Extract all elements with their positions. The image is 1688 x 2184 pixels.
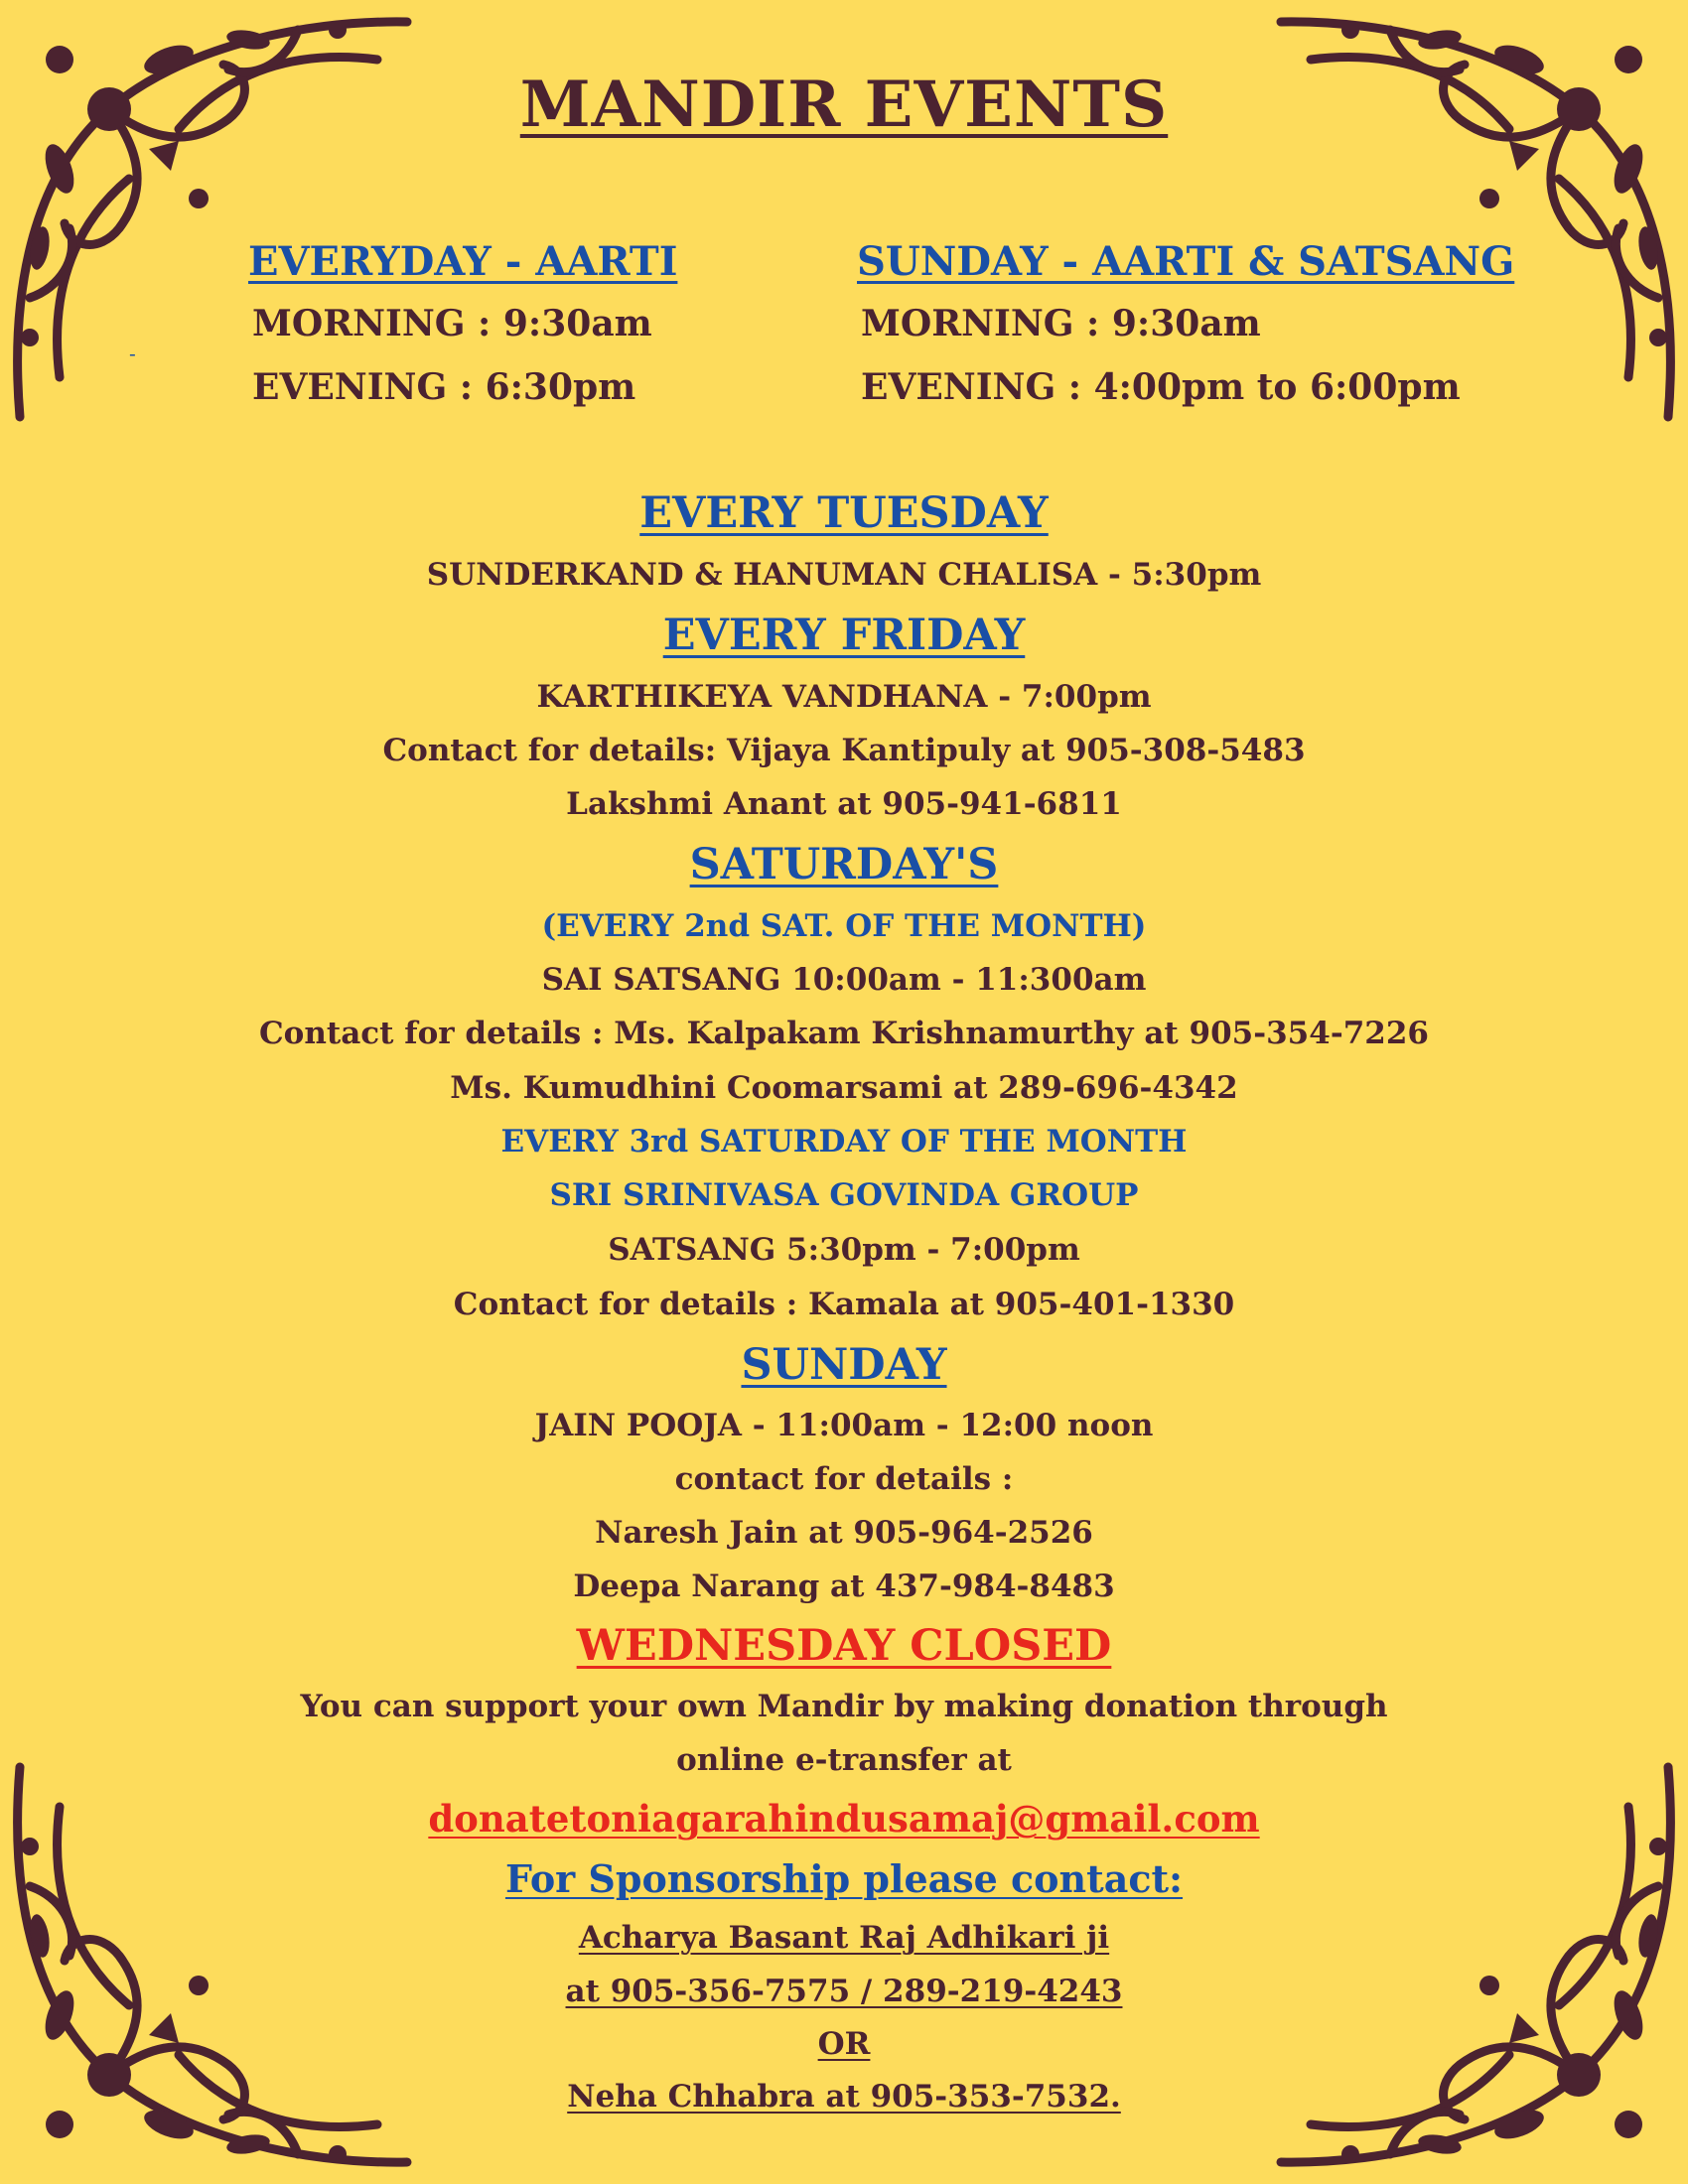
donation-email-link[interactable]: donatetoniagarahindusamaj@gmail.com [428, 1797, 1260, 1841]
sponsorship-heading: For Sponsorship please contact: [504, 1856, 1184, 1901]
saturday-2nd-sat-note: (EVERY 2nd SAT. OF THE MONTH) [541, 908, 1147, 944]
govinda-satsang-time: SATSANG 5:30pm - 7:00pm [608, 1232, 1080, 1268]
saturday-heading: SATURDAY'S [689, 840, 999, 889]
page-title: MANDIR EVENTS [519, 68, 1169, 142]
saturday-3rd-sat-note: EVERY 3rd SATURDAY OF THE MONTH [500, 1124, 1188, 1160]
saturday-contact-2: Ms. Kumudhini Coomarsami at 289-696-4342 [450, 1070, 1238, 1106]
sponsorship-contact-2: Neha Chhabra at 905-353-7532. [567, 2079, 1121, 2115]
tuesday-event: SUNDERKAND & HANUMAN CHALISA - 5:30pm [426, 557, 1262, 593]
wednesday-closed-notice: WEDNESDAY CLOSED [576, 1621, 1112, 1671]
friday-contact-2: Lakshmi Anant at 905-941-6811 [566, 786, 1122, 822]
friday-event: KARTHIKEYA VANDHANA - 7:00pm [536, 679, 1152, 715]
sponsorship-or: OR [817, 2026, 871, 2062]
everyday-morning-time: MORNING : 9:30am [252, 303, 652, 344]
jain-pooja-time: JAIN POOJA - 11:00am - 12:00 noon [534, 1408, 1154, 1443]
donation-text-1: You can support your own Mandir by making donation through [300, 1689, 1388, 1724]
friday-heading: EVERY FRIDAY [662, 611, 1026, 660]
sunday-aarti-heading: SUNDAY - AARTI & SATSANG [857, 238, 1515, 285]
sunday-evening-time: EVENING : 4:00pm to 6:00pm [861, 366, 1461, 408]
stray-mark: - [129, 341, 136, 365]
sunday-aarti-section [857, 238, 1514, 430]
everyday-evening-time: EVENING : 6:30pm [252, 366, 636, 408]
sunday-morning-time: MORNING : 9:30am [861, 303, 1261, 344]
everyday-aarti-section [248, 238, 677, 430]
sai-satsang-time: SAI SATSANG 10:00am - 11:300am [541, 962, 1147, 998]
sponsorship-phone: at 905-356-7575 / 289-219-4243 [565, 1974, 1123, 2009]
sunday-contact-1: Naresh Jain at 905-964-2526 [595, 1515, 1093, 1551]
donation-text-2: online e-transfer at [676, 1742, 1012, 1778]
sponsorship-contact-1: Acharya Basant Raj Adhikari ji [578, 1920, 1110, 1956]
saturday-contact-1: Contact for details : Ms. Kalpakam Krishnamurthy at 905-354-7226 [259, 1016, 1429, 1051]
sunday-contact-label: contact for details : [674, 1461, 1014, 1497]
sunday-contact-2: Deepa Narang at 437-984-8483 [573, 1569, 1115, 1604]
tuesday-heading: EVERY TUESDAY [639, 488, 1049, 538]
everyday-aarti-heading: EVERYDAY - AARTI [248, 238, 678, 285]
govinda-group-name: SRI SRINIVASA GOVINDA GROUP [549, 1177, 1139, 1213]
saturday-contact-3: Contact for details : Kamala at 905-401-1330 [453, 1287, 1235, 1322]
friday-contact-1: Contact for details: Vijaya Kantipuly at 905-308-5483 [382, 733, 1306, 768]
sunday-heading: SUNDAY [741, 1340, 947, 1390]
